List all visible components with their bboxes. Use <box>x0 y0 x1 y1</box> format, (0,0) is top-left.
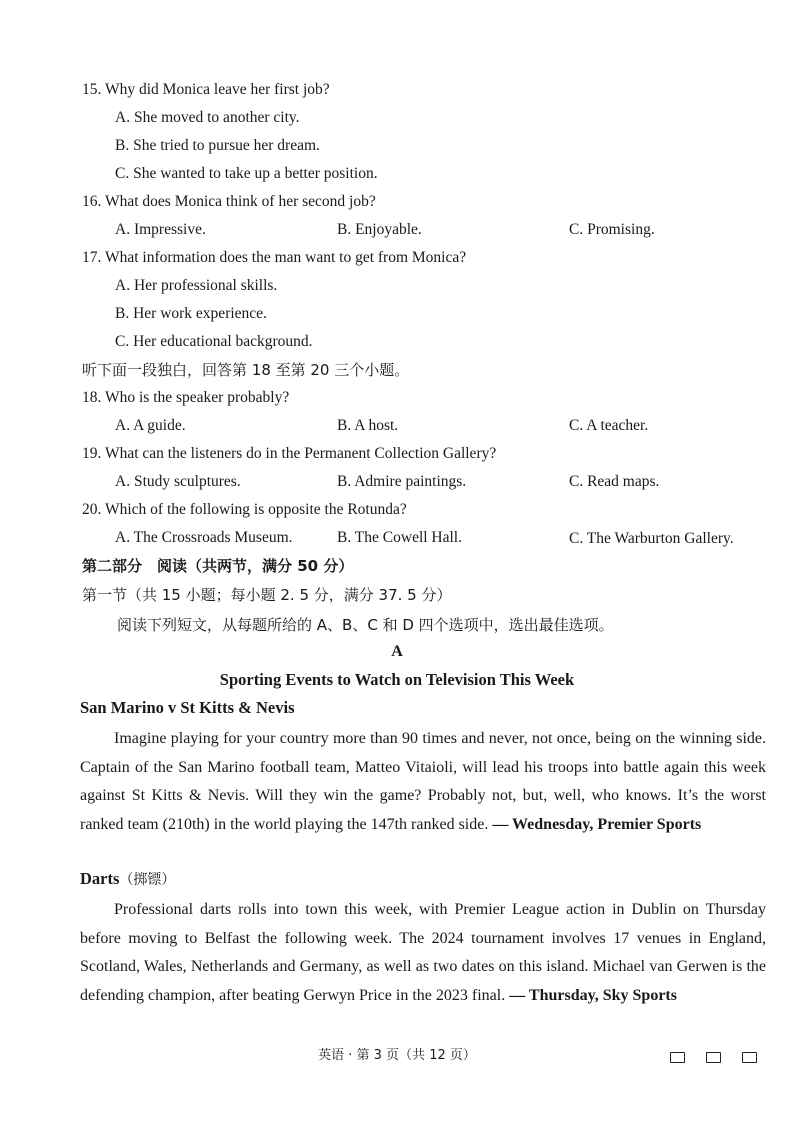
question-15 <box>82 80 330 100</box>
monologue-instruction: 听下面一段独白，回答第 18 至第 20 三个小题。 <box>82 361 410 379</box>
option-18b: B. A host. <box>337 417 399 434</box>
event-paragraph-darts <box>80 896 766 1010</box>
option-19a: A. Study sculptures. <box>115 473 241 490</box>
question-number: 18. <box>82 389 102 406</box>
option-15c: C. She wanted to take up a better position. <box>115 165 378 182</box>
question-text: Why did Monica leave her first job? <box>104 81 330 98</box>
event-body: Professional darts rolls into town this week, with Premier League action in Dublin on Thursday before moving to Belfast the following week. The 2024 tournament involves 17 venues in England, Scotland, Wales, Netherlands and Germany, as well as two dates on this island. Michael van Gerwen is the defending champion, after beating Gerwyn Price in the 2023 final. <box>80 901 766 1004</box>
option-17c: C. Her educational background. <box>115 333 313 350</box>
question-number: 20. <box>82 501 102 518</box>
event-heading-text: San Marino v St Kitts & Nevis <box>80 698 295 717</box>
option-16c: C. Promising. <box>569 221 655 238</box>
event-heading-darts <box>80 869 175 890</box>
footer-box-icon <box>742 1052 757 1063</box>
event-heading-note: （掷镖） <box>119 872 176 888</box>
question-text: Which of the following is opposite the Rotunda? <box>104 501 407 518</box>
event-paragraph-san-marino <box>80 725 766 839</box>
question-16 <box>82 192 376 212</box>
question-text: What does Monica think of her second job? <box>104 193 376 210</box>
page-footer: 英语 · 第 3 页（共 12 页） <box>318 1048 476 1063</box>
option-15b: B. She tried to pursue her dream. <box>115 137 320 154</box>
option-20b: B. The Cowell Hall. <box>337 529 462 546</box>
passage-title: Sporting Events to Watch on Television This Week <box>219 670 575 689</box>
option-17a: A. Her professional skills. <box>115 277 278 294</box>
option-17b: B. Her work experience. <box>115 305 267 322</box>
question-text: What information does the man want to get from Monica? <box>104 249 467 266</box>
event-schedule: — Wednesday, Premier Sports <box>492 815 702 833</box>
question-18 <box>82 388 289 408</box>
passage-letter: A <box>391 643 403 660</box>
option-16a: A. Impressive. <box>115 221 206 238</box>
section-one-heading: 第一节（共 15 小题；每小题 2. 5 分，满分 37. 5 分） <box>82 586 452 604</box>
reading-instruction: 阅读下列短文，从每题所给的 A、B、C 和 D 四个选项中，选出最佳选项。 <box>117 616 614 634</box>
event-heading-text: Darts <box>80 869 120 888</box>
event-heading-san-marino <box>80 698 295 718</box>
question-20 <box>82 500 407 520</box>
part-two-heading: 第二部分 阅读（共两节，满分 50 分） <box>82 557 354 575</box>
option-18a: A. A guide. <box>115 417 186 434</box>
option-20a: A. The Crossroads Museum. <box>115 529 293 546</box>
option-19b: B. Admire paintings. <box>337 473 467 490</box>
question-number: 15. <box>82 81 102 98</box>
event-schedule: — Thursday, Sky Sports <box>509 986 677 1004</box>
footer-box-icon <box>706 1052 721 1063</box>
question-17 <box>82 248 466 268</box>
question-number: 17. <box>82 249 102 266</box>
option-19c: C. Read maps. <box>569 473 660 490</box>
option-18c: C. A teacher. <box>569 417 649 434</box>
option-20c: C. The Warburton Gallery. <box>569 530 734 547</box>
question-text: What can the listeners do in the Permanent Collection Gallery? <box>104 445 497 462</box>
footer-box-icon <box>670 1052 685 1063</box>
question-19 <box>82 444 496 464</box>
option-15a: A. She moved to another city. <box>115 109 300 126</box>
option-16b: B. Enjoyable. <box>337 221 422 238</box>
event-body: Imagine playing for your country more than 90 times and never, not once, being on the winning side. Captain of the San Marino football team, Matteo Vitaioli, will lead his troops into battle again this week against St Kitts & Nevis. Will they win the game? Probably not, but, well, who knows. It’s the worst ranked team (210th) in the world playing the 147th ranked side. <box>80 730 766 833</box>
question-number: 19. <box>82 445 102 462</box>
question-number: 16. <box>82 193 102 210</box>
question-text: Who is the speaker probably? <box>104 389 290 406</box>
